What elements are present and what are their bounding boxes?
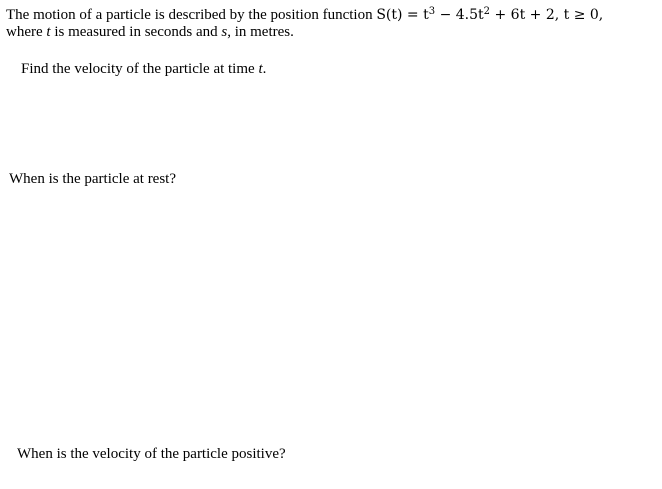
formula-equals: = [402,7,424,23]
position-function-formula [376,7,603,23]
question-3 [17,445,286,464]
question-1-period: . [262,61,267,77]
formula-rest: + 6t + 2, t ≥ 0, [490,7,604,23]
line2-text-a: where [6,24,47,40]
formula-t: t [423,7,429,23]
line2-text-c: , in metres. [227,24,294,40]
formula-exponent-3: 3 [428,6,436,17]
question-1 [21,60,266,79]
question-1-text: Find the velocity of the particle at time [21,61,259,77]
question-3-text: When is the velocity of the particle positive? [17,446,286,462]
variable-t: t [46,24,51,40]
intro-text: The motion of a particle is described by the position function [6,7,377,23]
problem-statement-line-2 [6,23,294,42]
question-2-text: When is the particle at rest? [9,171,177,187]
formula-minus-term: − 4.5t [435,7,484,23]
formula-exponent-2: 2 [483,6,491,17]
variable-s: s [221,24,228,40]
line2-text-b: is measured in seconds and [50,24,222,40]
formula-s-of-t: S(t) [376,7,403,23]
question-1-variable-t: t [258,61,263,77]
question-2 [9,170,176,189]
